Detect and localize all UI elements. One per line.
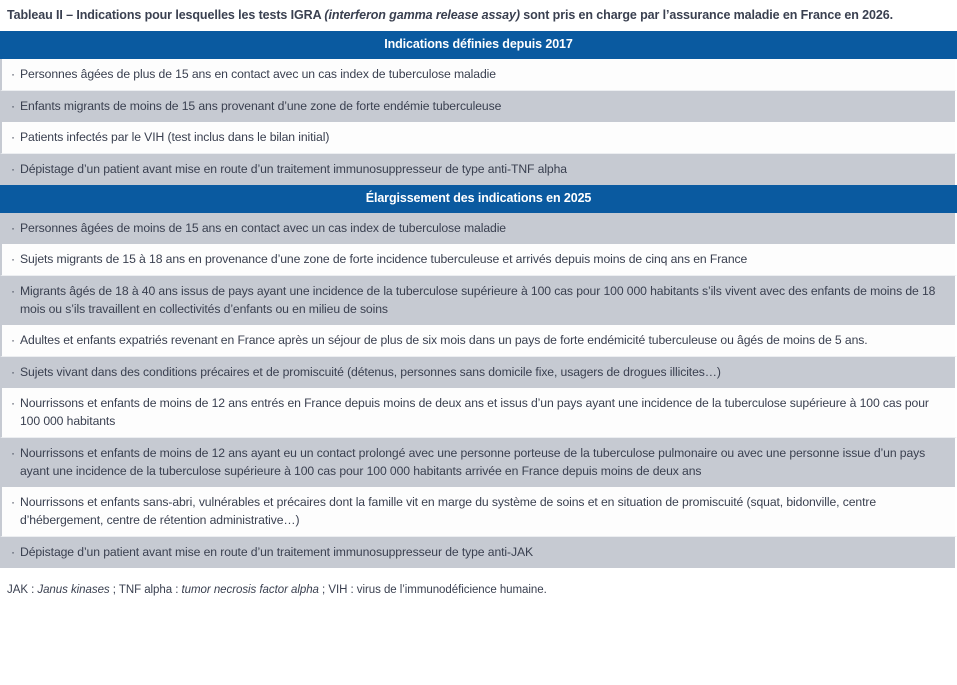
table-row [0,438,957,487]
footnote-part-3: ; VIH : virus de l’immunodéficience humaine. [318,584,547,596]
row-text: Patients infectés par le VIH (test inclus dans le bilan initial) [20,130,330,144]
table-row [0,357,957,388]
caption-italic-text: (interferon gamma release assay) [324,8,520,22]
row-text: Adultes et enfants expatriés revenant en France après un séjour de plus de six mois dans un pays de forte endémicité tuberculeuse ou âgés de moins de 5 ans. [20,333,868,347]
footnote-part-2: ; TNF alpha : [109,584,182,596]
table-row [0,59,957,91]
table-caption [0,0,957,26]
bullet-icon: · [11,252,15,266]
bullet-icon: · [11,162,15,176]
table-row [0,388,957,438]
bullet-icon: · [11,365,15,379]
bullet-icon: · [11,99,15,113]
row-text: Personnes âgées de plus de 15 ans en contact avec un cas index de tuberculose maladie [20,67,496,81]
table-row [0,487,957,537]
caption-lead-text: Tableau II – Indications pour lesquelles les tests IGRA [7,8,325,22]
table-row [0,154,957,185]
indications-table [0,31,957,568]
row-text: Nourrissons et enfants de moins de 12 ans ayant eu un contact prolongé avec une personne porteuse de la tuberculose pulmonaire ou avec une personne issue d’un pays ayant une incidence de la tuberculose supérieure à 100 cas pour 100 000 habitants arrivée en France depuis moins de deux ans [20,446,926,478]
bullet-icon: · [11,333,15,347]
table-row [0,276,957,325]
bullet-icon: · [11,284,15,298]
table-row [0,537,957,568]
row-text: Nourrissons et enfants sans-abri, vulnérables et précaires dont la famille vit en marge du système de soins et en situation de promiscuité (squat, bidonville, centre d’hébergement, centre de rétention administrative…) [20,495,877,527]
row-text: Personnes âgées de moins de 15 ans en contact avec un cas index de tuberculose maladie [20,221,506,235]
footnote-part-1: JAK : [7,584,38,596]
bullet-icon: · [11,545,15,559]
table-row [0,213,957,244]
bullet-icon: · [11,221,15,235]
row-text: Nourrissons et enfants de moins de 12 ans entrés en France depuis moins de deux ans et issus d’un pays ayant une incidence de la tuberculose supérieure à 100 cas pour 100 000 habitants [20,396,929,428]
footnote-italic-2: tumor necrosis factor alpha [181,584,319,596]
row-text: Dépistage d’un patient avant mise en route d’un traitement immunosuppresseur de type anti-JAK [20,545,534,559]
table-row [0,244,957,276]
section-header-2025: Élargissement des indications en 2025 [0,185,957,213]
table-footnote [0,568,957,598]
bullet-icon: · [11,67,15,81]
row-text: Dépistage d’un patient avant mise en route d’un traitement immunosuppresseur de type anti-TNF alpha [20,162,567,176]
bullet-icon: · [11,130,15,144]
caption-tail-text: sont pris en charge par l’assurance maladie en France en 2026. [519,8,893,22]
row-text: Sujets migrants de 15 à 18 ans en provenance d’une zone de forte incidence tuberculeuse et arrivés depuis moins de cinq ans en France [20,252,748,266]
row-text: Migrants âgés de 18 à 40 ans issus de pays ayant une incidence de la tuberculose supérieure à 100 cas pour 100 000 habitants s’ils vivent avec des enfants de moins de 18 mois ou s’ils travaillent en collectivités d’enfants ou en milieu de soins [20,284,936,316]
table-row [0,325,957,357]
bullet-icon: · [11,495,15,509]
row-text: Sujets vivant dans des conditions précaires et de promiscuité (détenus, personnes sans domicile fixe, usagers de drogues illicites…) [20,365,721,379]
bullet-icon: · [11,396,15,410]
section-header-2017: Indications définies depuis 2017 [0,31,957,59]
row-text: Enfants migrants de moins de 15 ans provenant d’une zone de forte endémie tuberculeuse [20,99,502,113]
footnote-italic-1: Janus kinases [37,584,110,596]
table-row [0,122,957,154]
table-row [0,91,957,122]
bullet-icon: · [11,446,15,460]
